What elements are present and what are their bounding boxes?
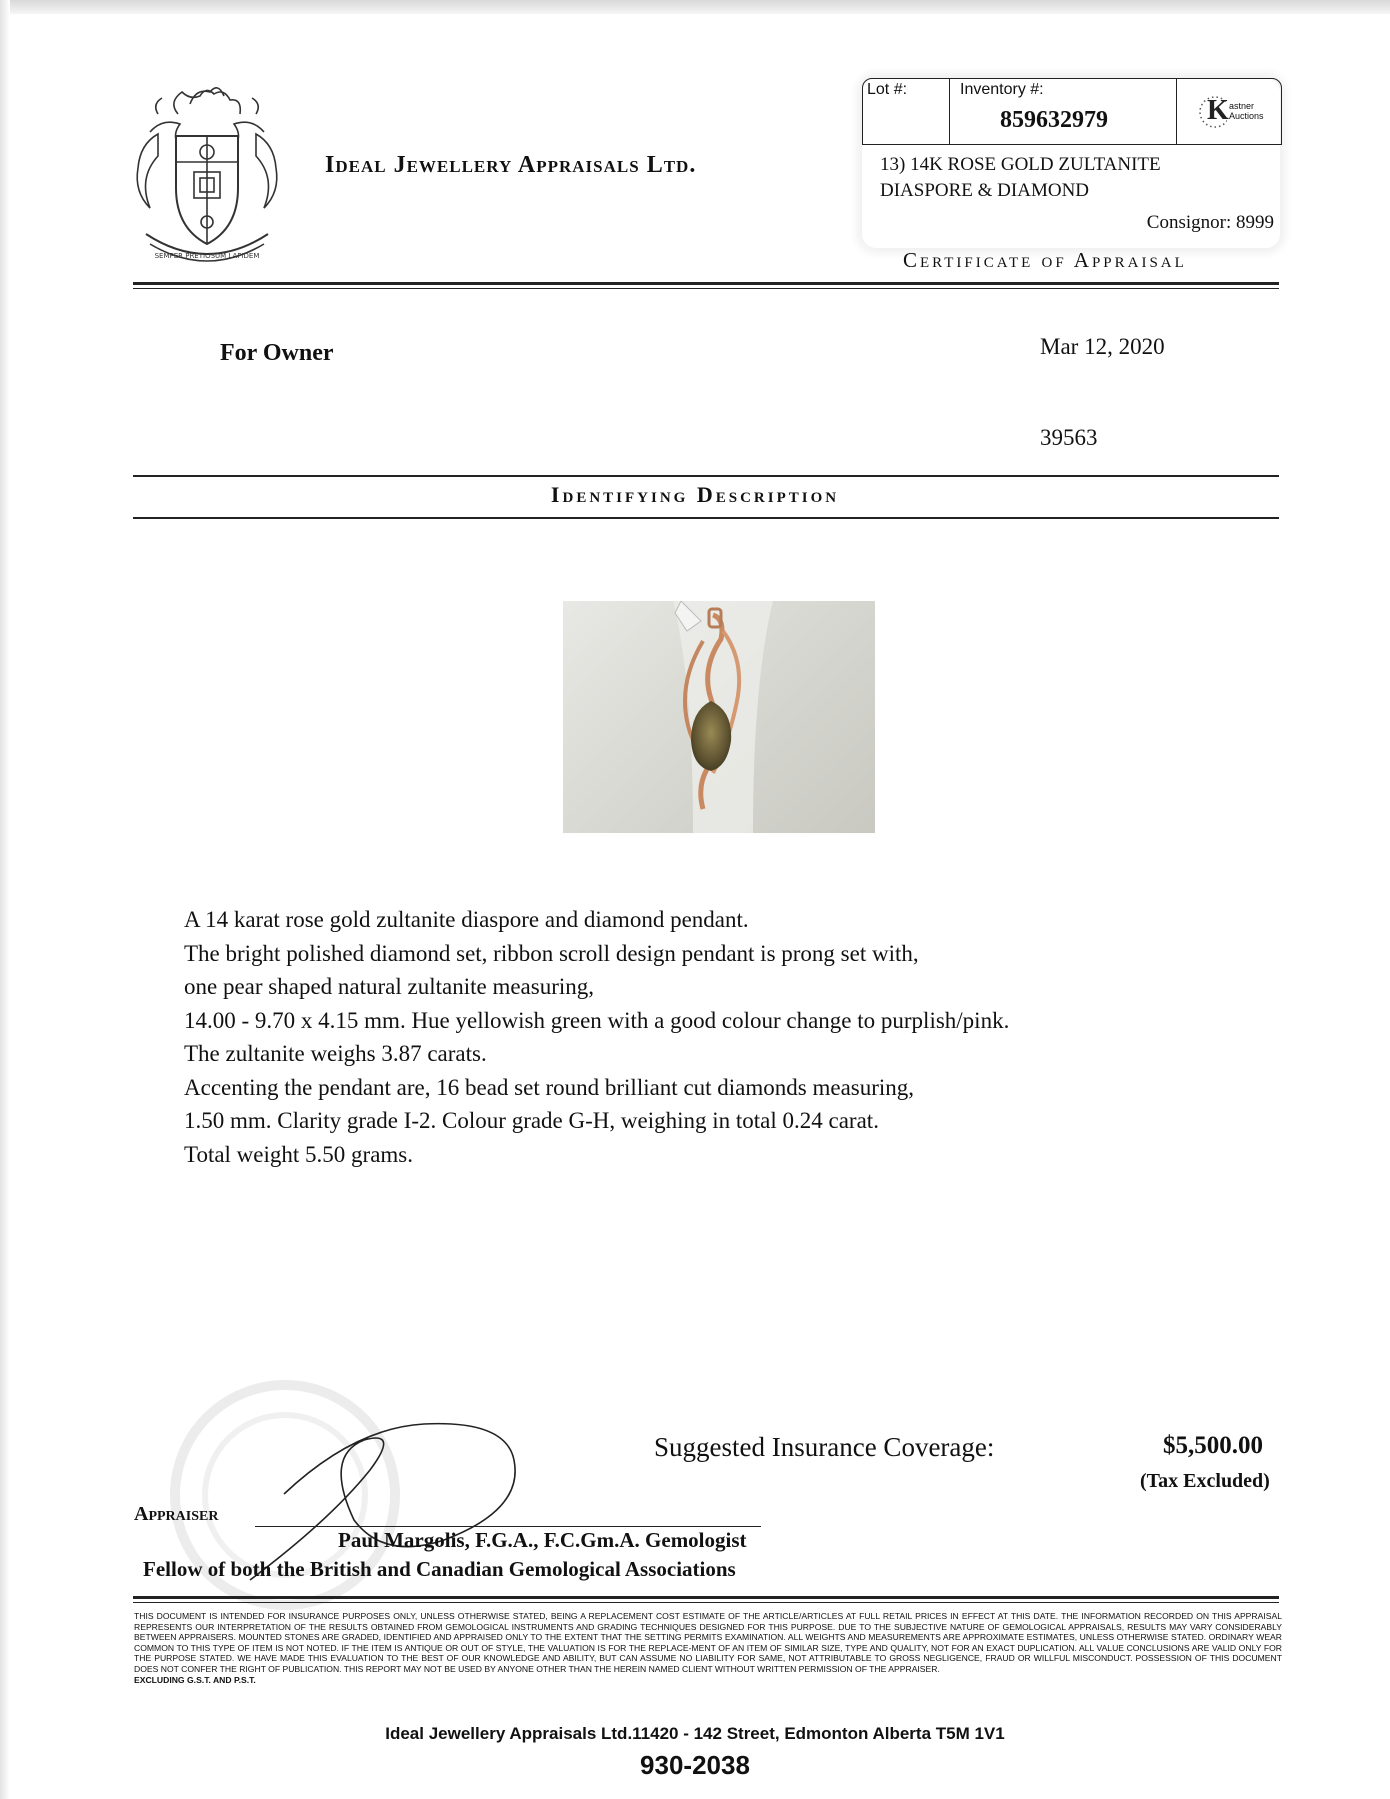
footer-rule [133, 1596, 1279, 1599]
item-description [184, 903, 1009, 1171]
description-line: 14.00 - 9.70 x 4.15 mm. Hue yellowish green with a good colour change to purplish/pink. [184, 1007, 1010, 1033]
section-rule-bottom [133, 517, 1279, 519]
header-rule-thin [133, 288, 1279, 289]
legal-disclaimer [134, 1611, 1282, 1685]
appraiser-fellowship: Fellow of both the British and Canadian Gemological Associations [143, 1557, 736, 1581]
section-title: Identifying Description [550, 482, 840, 507]
company-phone: 930-2038 [640, 1750, 750, 1780]
section-rule-top [133, 475, 1279, 477]
insurance-coverage-label: Suggested Insurance Coverage: [654, 1432, 995, 1462]
description-line: The bright polished diamond set, ribbon scroll design pendant is prong set with, [184, 940, 919, 966]
lot-title-line-1: 13) 14K ROSE GOLD ZULTANITE [880, 154, 1161, 175]
owner-label: For Owner [220, 340, 334, 366]
consignor: Consignor: 8999 [1146, 212, 1274, 233]
scan-edge-top [0, 0, 1390, 14]
description-line: one pear shaped natural zultanite measuring, [184, 974, 595, 999]
description-line: The zultanite weighs 3.87 carats. [184, 1041, 487, 1066]
badge-text-1: astner [1229, 101, 1255, 111]
inventory-label: Inventory #: [960, 81, 1044, 98]
description-line: 1.50 mm. Clarity grade I-2. Colour grade G-H, weighing in total 0.24 carat. [184, 1108, 879, 1133]
appraiser-name: Paul Margolis, F.G.A., F.C.Gm.A. Gemologist [338, 1528, 747, 1552]
signature-line [255, 1526, 761, 1527]
certificate-title: Certificate of Appraisal [903, 248, 1187, 272]
disclaimer-body: THIS DOCUMENT IS INTENDED FOR INSURANCE PURPOSES ONLY, UNLESS OTHERWISE STATED, BEING A REPLACEMENT COST ESTIMATE OF THE ARTICLE/ARTICLES AT FULL RETAIL PRICES IN EFFECT AT THIS DATE. THE INFORMATION RECORDED ON THIS APPRAISAL REPRESENTS OUR INTERPRETATION OF THE RESULTS OBTAINED FROM GEMOLOGICAL INSTRUMENTS AND GRADING TECHNIQUES DESIGNED FOR THIS PURPOSE. DUE TO THE SUBJECTIVE NATURE OF GEMOLOGICAL APPRAISALS, RESULTS MAY VARY CONSIDERABLY BETWEEN APPRAISERS. MOUNTED STONES ARE GRADED, IDENTIFIED AND APPRAISED ONLY TO THE EXTENT THAT THE SETTING PERMITS EXAMINATION. ALL WEIGHTS AND MEASUREMENTS ARE APPROXIMATE ESTIMATES, UNLESS OTHERWISE STATED. ORDINARY WEAR COMMON TO THIS TYPE OF ITEM IS NOT NOTED. IF THE ITEM IS ANTIQUE OR OUT OF STYLE, THE VALUATION IS FOR THE REPLACE-MENT OF AN ITEM OF SIMILAR SIZE, TYPE AND QUALITY, NOT FOR AN EXACT DUPLICATION. ALL VALUE CONCLUSIONS ARE VALID ONLY FOR THE PURPOSE STATED. WE HAVE MADE THIS EVALUATION TO THE BEST OF OUR KNOWLEDGE AND ABILITY, BUT CAN ASSUME NO LIABILITY FOR SAME, NOT ATTRIBUTABLE TO GROSS NEGLIGENCE, FRAUD OR WILLFUL MISCONDUCT. POSSESSION OF THIS DOCUMENT DOES NOT CONFER THE RIGHT OF PUBLICATION. THIS REPORT MAY NOT BE USED BY ANYONE OTHER THAN THE HEREIN NAMED CLIENT WITHOUT WRITTEN PERMISSION OF THE APPRAISER. [134, 1611, 1282, 1674]
description-line: Accenting the pendant are, 16 bead set round brilliant cut diamonds measuring, [184, 1074, 915, 1100]
description-line: A 14 karat rose gold zultanite diaspore and diamond pendant. [184, 907, 749, 932]
badge-text-2: Auctions [1229, 111, 1264, 121]
lot-title [880, 152, 1161, 204]
badge-text [1229, 101, 1264, 121]
header-rule [133, 282, 1279, 285]
lot-label: Lot #: [867, 81, 908, 98]
heraldic-crest-icon [128, 74, 286, 274]
crest-motto: SEMPER PRETIOSUM LAPIDEM [154, 252, 260, 260]
lot-cell [863, 79, 950, 144]
footer-rule-thin [133, 1602, 1279, 1603]
badge-letter: K [1207, 95, 1229, 126]
company-name: Ideal Jewellery Appraisals Ltd. [325, 152, 697, 178]
company-address: Ideal Jewellery Appraisals Ltd.11420 - 142 Street, Edmonton Alberta T5M 1V1 [385, 1724, 1005, 1743]
auction-logo-cell [1177, 79, 1281, 144]
lot-table [862, 78, 1282, 145]
inventory-number: 859632979 [1000, 107, 1108, 133]
inventory-cell [950, 79, 1177, 144]
insurance-amount: $5,500.00 [1163, 1432, 1263, 1459]
tax-note: (Tax Excluded) [1140, 1470, 1270, 1492]
appraiser-label: Appraiser [134, 1503, 219, 1525]
lot-title-line-2: DIASPORE & DIAMOND [880, 180, 1090, 201]
tax-exclusion-line: EXCLUDING G.S.T. AND P.S.T. [134, 1674, 256, 1685]
appraisal-date: Mar 12, 2020 [1040, 334, 1165, 359]
description-line: Total weight 5.50 grams. [184, 1141, 413, 1167]
reference-number: 39563 [1040, 425, 1098, 450]
pendant-illustration-icon [563, 601, 875, 833]
scan-edge-left [0, 0, 10, 1799]
lot-label-box [862, 78, 1280, 248]
kastner-auctions-logo [1197, 93, 1267, 131]
pendant-photo [563, 601, 875, 833]
